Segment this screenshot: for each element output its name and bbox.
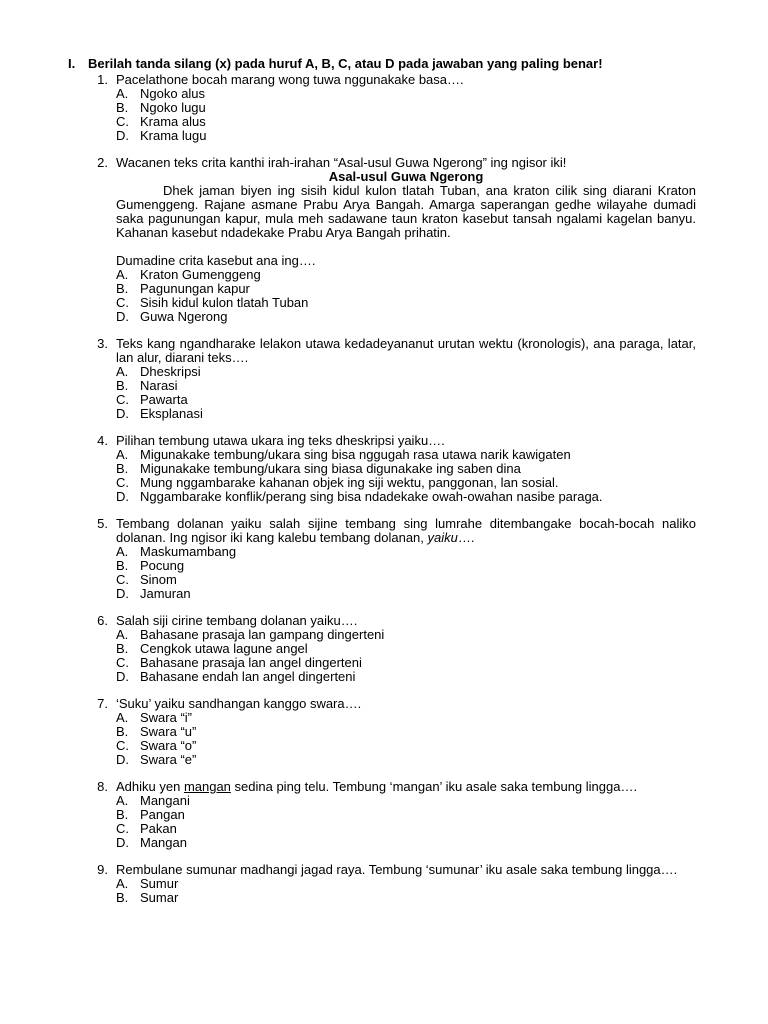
option-d[interactable] [116,587,696,601]
option-text: Mung nggambarake kahanan objek ing siji wektu, panggonan, lan sosial. [140,475,559,490]
option-letter: D. [116,489,129,504]
question-5 [68,517,696,601]
option-a[interactable] [116,365,696,379]
spacer [116,240,696,254]
option-letter: B. [116,461,129,476]
question-2 [68,156,696,324]
option-text: Kraton Gumenggeng [140,267,261,282]
option-text: Cengkok utawa lagune angel [140,641,308,656]
option-letter: C. [116,475,129,490]
question-body [116,434,696,504]
option-text: Swara “i” [140,710,193,725]
option-b[interactable] [116,379,696,393]
option-letter: D. [116,669,129,684]
option-text: Maskumambang [140,544,237,559]
option-d[interactable] [116,490,696,504]
instruction-text: Berilah tanda silang (x) pada huruf A, B, C, atau D pada jawaban yang paling benar! [88,56,603,71]
question-text: Teks kang ngandharake lelakon utawa kedadeyananut urutan wektu (kronologis), ana paraga, latar, lan alur, diarani teks…. [116,336,696,365]
option-c[interactable] [116,739,696,753]
option-a[interactable] [116,268,696,282]
question-number: 9. [97,862,108,877]
option-text: Jamuran [140,586,191,601]
option-text: Migunakake tembung/ukara sing bisa nggugah rasa utawa narik kawigaten [140,447,571,462]
option-b[interactable] [116,462,696,476]
option-a[interactable] [116,87,696,101]
option-letter: D. [116,309,129,324]
option-letter: C. [116,392,129,407]
option-letter: C. [116,572,129,587]
question-text-after: sedina ping telu. Tembung ‘mangan’ iku asale saka tembung lingga…. [230,779,638,794]
option-a[interactable] [116,794,696,808]
question-body [116,337,696,421]
option-text: Sumar [140,890,179,905]
option-text: Mangani [140,793,190,808]
option-letter: B. [116,807,129,822]
option-b[interactable] [116,101,696,115]
option-text: Pakan [140,821,177,836]
option-text: Krama lugu [140,128,207,143]
option-letter: A. [116,364,129,379]
option-letter: C. [116,114,129,129]
question-number: 1. [97,72,108,87]
question-number: 4. [97,433,108,448]
question-1 [68,73,696,143]
question-text-before: Adhiku yen [116,779,184,794]
question-3 [68,337,696,421]
option-b[interactable] [116,891,696,905]
option-letter: D. [116,752,129,767]
question-text: Salah siji cirine tembang dolanan yaiku…. [116,613,358,628]
question-text: Wacanen teks crita kanthi irah-irahan “Asal-usul Guwa Ngerong” ing ngisor iki! [116,155,567,170]
option-letter: B. [116,378,129,393]
option-letter: B. [116,281,129,296]
option-text: Narasi [140,378,178,393]
option-text: Sinom [140,572,177,587]
option-letter: A. [116,627,129,642]
question-number: 3. [97,336,108,351]
question-text: Rembulane sumunar madhangi jagad raya. Tembung ‘sumunar’ iku asale saka tembung lingga…. [116,862,678,877]
question-list [68,73,696,905]
passage-title: Asal-usul Guwa Ngerong [328,169,484,184]
option-d[interactable] [116,670,696,684]
option-text: Migunakake tembung/ukara sing biasa digunakake ing saben dina [140,461,521,476]
question-text-italic: yaiku [427,530,458,545]
option-letter: B. [116,100,129,115]
option-letter: A. [116,876,129,891]
option-d[interactable] [116,310,696,324]
option-c[interactable] [116,115,696,129]
question-body [116,697,696,767]
option-c[interactable] [116,573,696,587]
option-d[interactable] [116,407,696,421]
question-prompt: Dumadine crita kasebut ana ing…. [116,253,316,268]
option-letter: C. [116,821,129,836]
question-number: 7. [97,696,108,711]
option-text: Swara “o” [140,738,197,753]
option-letter: A. [116,793,129,808]
option-text: Bahasane endah lan angel dingerteni [140,669,356,684]
option-b[interactable] [116,808,696,822]
question-body [116,863,696,905]
option-d[interactable] [116,836,696,850]
option-letter: B. [116,641,129,656]
option-letter: D. [116,586,129,601]
option-letter: A. [116,544,129,559]
option-b[interactable] [116,725,696,739]
question-body [116,73,696,143]
option-a[interactable] [116,628,696,642]
option-letter: C. [116,655,129,670]
option-text: Eksplanasi [140,406,203,421]
option-text: Pawarta [140,392,188,407]
option-letter: D. [116,406,129,421]
option-a[interactable] [116,448,696,462]
option-letter: B. [116,558,129,573]
option-text: Swara “u” [140,724,197,739]
option-letter: B. [116,890,129,905]
option-text: Ngoko alus [140,86,206,101]
option-text: Mangan [140,835,187,850]
question-text: Pacelathone bocah marang wong tuwa nggunakake basa…. [116,72,464,87]
option-c[interactable] [116,822,696,836]
option-letter: C. [116,738,129,753]
option-text: Bahasane prasaja lan angel dingerteni [140,655,362,670]
question-number: 8. [97,779,108,794]
option-c[interactable] [116,476,696,490]
question-text: ‘Suku’ yaiku sandhangan kanggo swara…. [116,696,362,711]
option-d[interactable] [116,753,696,767]
question-body [116,517,696,601]
question-text-end: …. [457,530,475,545]
option-a[interactable] [116,711,696,725]
question-number: 5. [97,516,108,531]
question-text: Pilihan tembung utawa ukara ing teks dheskripsi yaiku…. [116,433,445,448]
option-c[interactable] [116,656,696,670]
question-8 [68,780,696,850]
option-b[interactable] [116,559,696,573]
option-text: Nggambarake konflik/perang sing bisa ndadekake owah-owahan nasibe paraga. [140,489,603,504]
option-text: Ngoko lugu [140,100,206,115]
question-number: 6. [97,613,108,628]
option-text: Sisih kidul kulon tlatah Tuban [140,295,309,310]
section-numeral: I. [68,56,76,71]
section-instruction [68,57,696,71]
question-text [116,517,696,545]
option-letter: D. [116,128,129,143]
question-text [116,780,696,794]
option-b[interactable] [116,282,696,296]
option-text: Krama alus [140,114,206,129]
option-text: Pocung [140,558,185,573]
question-body [116,614,696,684]
question-7 [68,697,696,767]
question-4 [68,434,696,504]
option-letter: D. [116,835,129,850]
question-text-main: Tembang dolanan yaiku salah sijine tembang sing lumrahe ditembangake bocah-bocah naliko dolanan. Ing ngisor iki kang kalebu tembang dolanan, [116,516,696,545]
option-a[interactable] [116,877,696,891]
option-letter: A. [116,447,129,462]
question-body [116,780,696,850]
option-text: Guwa Ngerong [140,309,228,324]
question-number: 2. [97,155,108,170]
passage-text: Dhek jaman biyen ing sisih kidul kulon tlatah Tuban, ana kraton cilik sing diarani Kraton Gumenggeng. Rajane asmane Prabu Arya Bangah. Amarga saperangan gedhe wilayahe dumadi saka pagunungan kapur, mula meh sadawane taun kraton kasebut tansah ngalami kagelan banyu. Kahanan kasebut ndadekake Prabu Arya Bangah prihatin. [116,183,696,240]
question-9 [68,863,696,905]
question-body [116,156,696,324]
option-letter: C. [116,295,129,310]
option-text: Pagunungan kapur [140,281,250,296]
option-letter: A. [116,710,129,725]
option-b[interactable] [116,642,696,656]
underlined-word: mangan [183,779,231,794]
option-letter: B. [116,724,129,739]
option-letter: A. [116,86,129,101]
option-a[interactable] [116,545,696,559]
question-6 [68,614,696,684]
option-letter: A. [116,267,129,282]
option-d[interactable] [116,129,696,143]
option-c[interactable] [116,393,696,407]
option-text: Bahasane prasaja lan gampang dingerteni [140,627,385,642]
option-c[interactable] [116,296,696,310]
option-text: Sumur [140,876,179,891]
option-text: Pangan [140,807,185,822]
option-text: Swara “e” [140,752,197,767]
option-text: Dheskripsi [140,364,201,379]
